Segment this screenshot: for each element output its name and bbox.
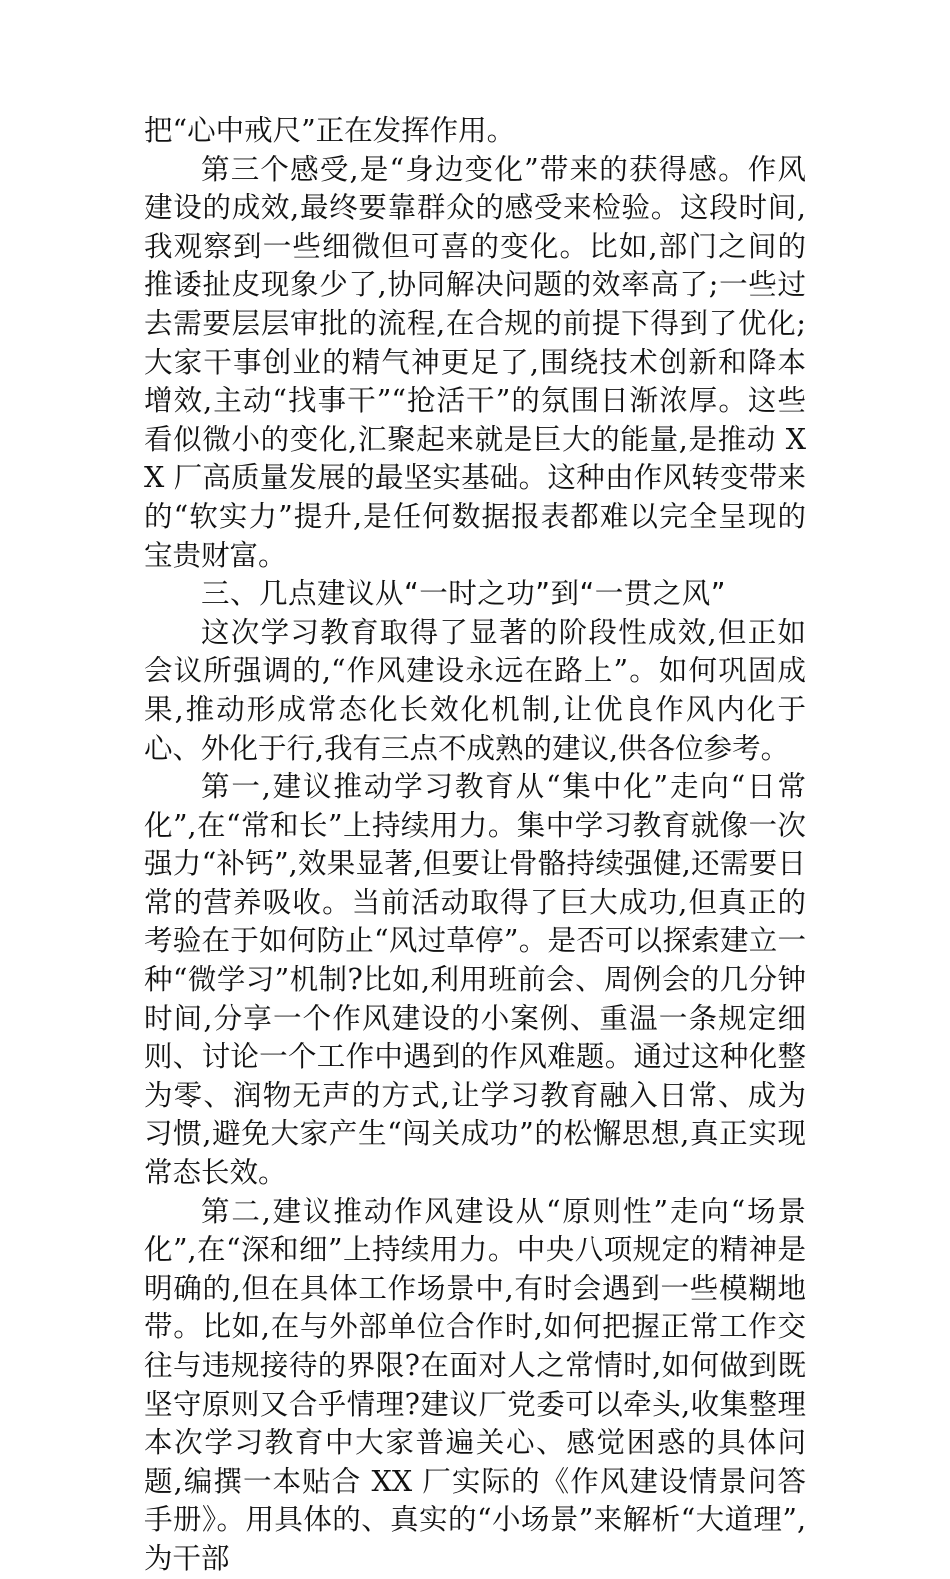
paragraph-continuation: 把“心中戒尺”正在发挥作用。: [144, 114, 516, 147]
document-page: [144, 112, 806, 1579]
section-heading-suggestions: 三、几点建议从“一时之功”到“一贯之风”: [201, 577, 727, 611]
paragraph-suggestions-intro: 这次学习教育取得了显著的阶段性成效,但正如会议所强调的,“作风建设永远在路上”。如何巩固成果,推动形成常态化长效化机制,让优良作风内化于心、外化于行,我有三点不成熟的建议,供各位参考。: [144, 615, 806, 765]
paragraph-third-feeling: 第三个感受,是“身边变化”带来的获得感。作风建设的成效,最终要靠群众的感受来检验。这段时间,我观察到一些细微但可喜的变化。比如,部门之间的推诿扯皮现象少了,协同解决问题的效率高了;一些过去需要层层审批的流程,在合规的前提下得到了优化;大家干事创业的精气神更足了,围绕技术创新和降本增效,主动“找事干”“抢活干”的氛围日渐浓厚。这些看似微小的变化,汇聚起来就是巨大的能量,是推动 XX 厂高质量发展的最坚实基础。这种由作风转变带来的“软实力”提升,是任何数据报表都难以完全呈现的宝贵财富。: [144, 152, 806, 572]
paragraph-suggestion-two: 第二,建议推动作风建设从“原则性”走向“场景化”,在“深和细”上持续用力。中央八项规定的精神是明确的,但在具体工作场景中,有时会遇到一些模糊地带。比如,在与外部单位合作时,如何把握正常工作交往与违规接待的界限?在面对人之常情时,如何做到既坚守原则又合乎情理?建议厂党委可以牵头,收集整理本次学习教育中大家普遍关心、感觉困惑的具体问题,编撰一本贴合 XX 厂实际的《作风建设情景问答手册》。用具体的、真实的“小场景”来解析“大道理”,为干部: [144, 1194, 806, 1575]
paragraph-suggestion-one: 第一,建议推动学习教育从“集中化”走向“日常化”,在“常和长”上持续用力。集中学习教育就像一次强力“补钙”,效果显著,但要让骨骼持续强健,还需要日常的营养吸收。当前活动取得了巨大成功,但真正的考验在于如何防止“风过草停”。是否可以探索建立一种“微学习”机制?比如,利用班前会、周例会的几分钟时间,分享一个作风建设的小案例、重温一条规定细则、讨论一个工作中遇到的作风难题。通过这种化整为零、润物无声的方式,让学习教育融入日常、成为习惯,避免大家产生“闯关成功”的松懈思想,真正实现常态长效。: [144, 770, 806, 1190]
